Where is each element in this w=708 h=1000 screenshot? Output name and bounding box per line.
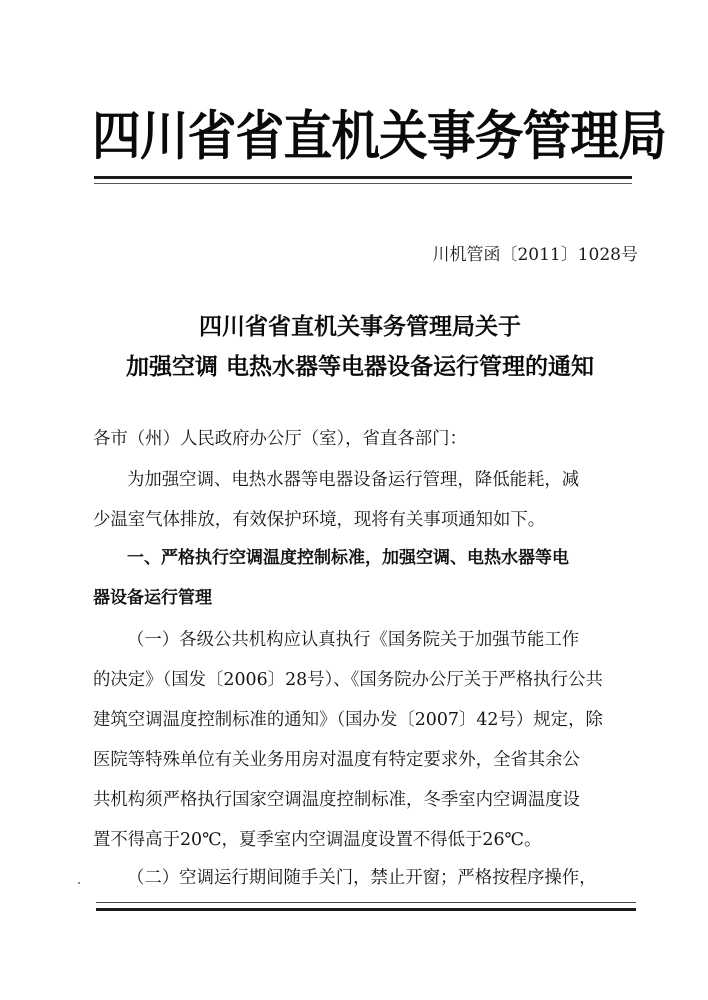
agency-letterhead: 四川省省直机关事务管理局 <box>92 105 667 167</box>
item-1-line-2: 的决定》（国发〔2006〕28号）、《国务院办公厅关于严格执行公共 <box>93 670 603 690</box>
section-1-heading-line-1: 一、严格执行空调温度控制标准，加强空调、电热水器等电 <box>127 548 569 568</box>
document-number: 川机管函〔2011〕1028号 <box>432 245 638 265</box>
item-2-line-1: （二）空调运行期间随手关门，禁止开窗；严格按程序操作， <box>127 868 597 888</box>
paragraph-1-line-1: 为加强空调、电热水器等电器设备运行管理，降低能耗，减 <box>127 470 580 490</box>
section-1-heading-line-2: 器设备运行管理 <box>93 588 212 608</box>
item-1-line-3: 建筑空调温度控制标准的通知》（国办发〔2007〕42号）规定，除 <box>93 710 603 730</box>
item-1-line-4: 医院等特殊单位有关业务用房对温度有特定要求外，全省其余公 <box>93 750 580 770</box>
item-1-line-6: 置不得高于20℃，夏季室内空调温度设置不得低于26℃。 <box>93 830 542 850</box>
letterhead-rule-thick <box>94 176 632 179</box>
document-title-line-2: 加强空调 电热水器等电器设备运行管理的通知 <box>125 354 594 380</box>
footer-rule-thin <box>96 902 636 903</box>
item-1-line-1: （一）各级公共机构应认真执行《国务院关于加强节能工作 <box>127 630 580 650</box>
scan-speck <box>78 882 80 884</box>
letterhead-rule-thin <box>94 183 632 184</box>
item-1-line-5: 共机构须严格执行国家空调温度控制标准，冬季室内空调温度设 <box>93 790 580 810</box>
footer-rule-thick <box>96 908 636 911</box>
document-title-line-1: 四川省省直机关事务管理局关于 <box>199 314 521 340</box>
salutation: 各市（州）人民政府办公厅（室），省直各部门： <box>93 429 467 449</box>
paragraph-1-line-2: 少温室气体排放，有效保护环境，现将有关事项通知如下。 <box>93 510 546 530</box>
